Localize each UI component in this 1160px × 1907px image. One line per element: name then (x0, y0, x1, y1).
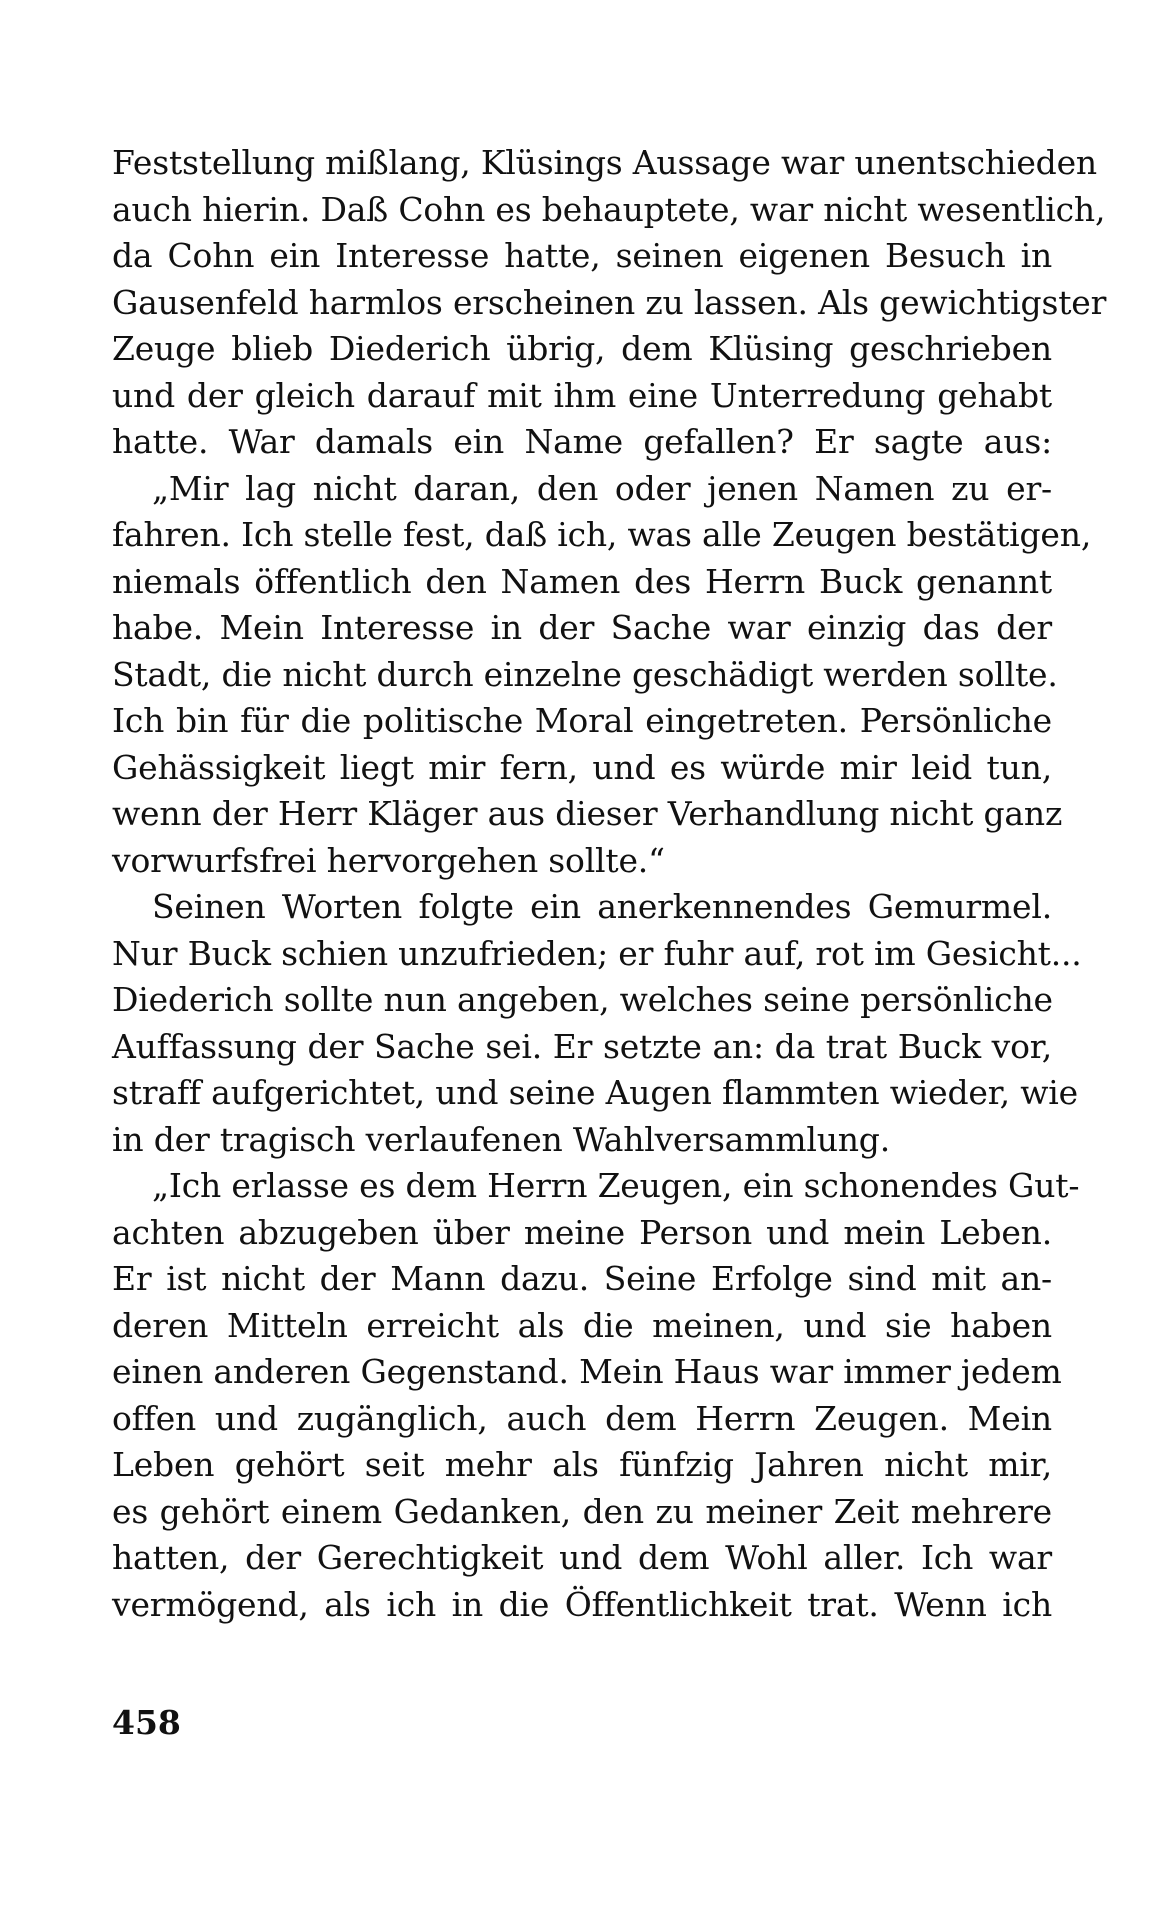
text-line: Er ist nicht der Mann dazu. Seine Erfolge sind mit an- (112, 1259, 1052, 1298)
text-line: Gausenfeld harmlos erscheinen zu lassen. Als gewichtigster (112, 282, 1107, 322)
text-line: „Ich erlasse es dem Herrn Zeugen, ein schonendes Gut- (152, 1166, 1080, 1205)
text-line: Gehässigkeit liegt mir fern, und es würde mir leid tun, (112, 747, 1052, 787)
text-line: niemals öffentlich den Namen des Herrn Buck genannt (112, 561, 1052, 601)
text-line: und der gleich darauf mit ihm eine Unterredung gehabt (112, 375, 1052, 415)
text-line: Stadt, die nicht durch einzelne geschädigt werden sollte. (112, 654, 1058, 694)
text-line: Leben gehört seit mehr als fünfzig Jahren nicht mir, (112, 1445, 1052, 1484)
text-line: straff aufgerichtet, und seine Augen flammten wieder, wie (112, 1073, 1078, 1112)
text-line: auch hierin. Daß Cohn es behauptete, war nicht wesentlich, (112, 189, 1106, 229)
text-line: offen und zugänglich, auch dem Herrn Zeugen. Mein (112, 1398, 1052, 1438)
text-line: Nur Buck schien unzufrieden; er fuhr auf, rot im Gesicht... (112, 933, 1082, 973)
text-line: hatte. War damals ein Name gefallen? Er sagte aus: (112, 422, 1052, 461)
text-line: Auffassung der Sache sei. Er setzte an: da trat Buck vor, (112, 1026, 1052, 1066)
text-line: Zeuge blieb Diederich übrig, dem Klüsing geschrieben (112, 329, 1052, 368)
text-line: da Cohn ein Interesse hatte, seinen eigenen Besuch in (112, 236, 1052, 275)
page-number: 458 (112, 1703, 181, 1742)
text-line: vermögend, als ich in die Öffentlichkeit trat. Wenn ich (112, 1584, 1052, 1624)
text-line: Feststellung mißlang, Klüsings Aussage war unentschieden (112, 143, 1097, 182)
text-line: Diederich sollte nun angeben, welches seine persönliche (112, 980, 1053, 1019)
text-line: achten abzugeben über meine Person und mein Leben. (112, 1212, 1052, 1252)
text-line: hatten, der Gerechtigkeit und dem Wohl aller. Ich war (112, 1538, 1052, 1577)
text-line: wenn der Herr Kläger aus dieser Verhandlung nicht ganz (112, 794, 1063, 833)
text-line: Ich bin für die politische Moral eingetreten. Persönliche (112, 701, 1052, 740)
text-line: fahren. Ich stelle fest, daß ich, was alle Zeugen bestätigen, (112, 515, 1092, 554)
text-line: vorwurfsfrei hervorgehen sollte.“ (112, 840, 665, 880)
text-line: „Mir lag nicht daran, den oder jenen Namen zu er- (152, 468, 1052, 508)
text-line: habe. Mein Interesse in der Sache war einzig das der (112, 608, 1052, 647)
text-line: in der tragisch verlaufenen Wahlversammlung. (112, 1119, 891, 1159)
text-line: Seinen Worten folgte ein anerkennendes Gemurmel. (152, 887, 1052, 926)
text-line: es gehört einem Gedanken, den zu meiner Zeit mehrere (112, 1491, 1052, 1531)
page-body-text (112, 140, 1107, 1628)
text-line: deren Mitteln erreicht als die meinen, und sie haben (112, 1305, 1052, 1345)
text-line: einen anderen Gegenstand. Mein Haus war immer jedem (112, 1352, 1062, 1391)
